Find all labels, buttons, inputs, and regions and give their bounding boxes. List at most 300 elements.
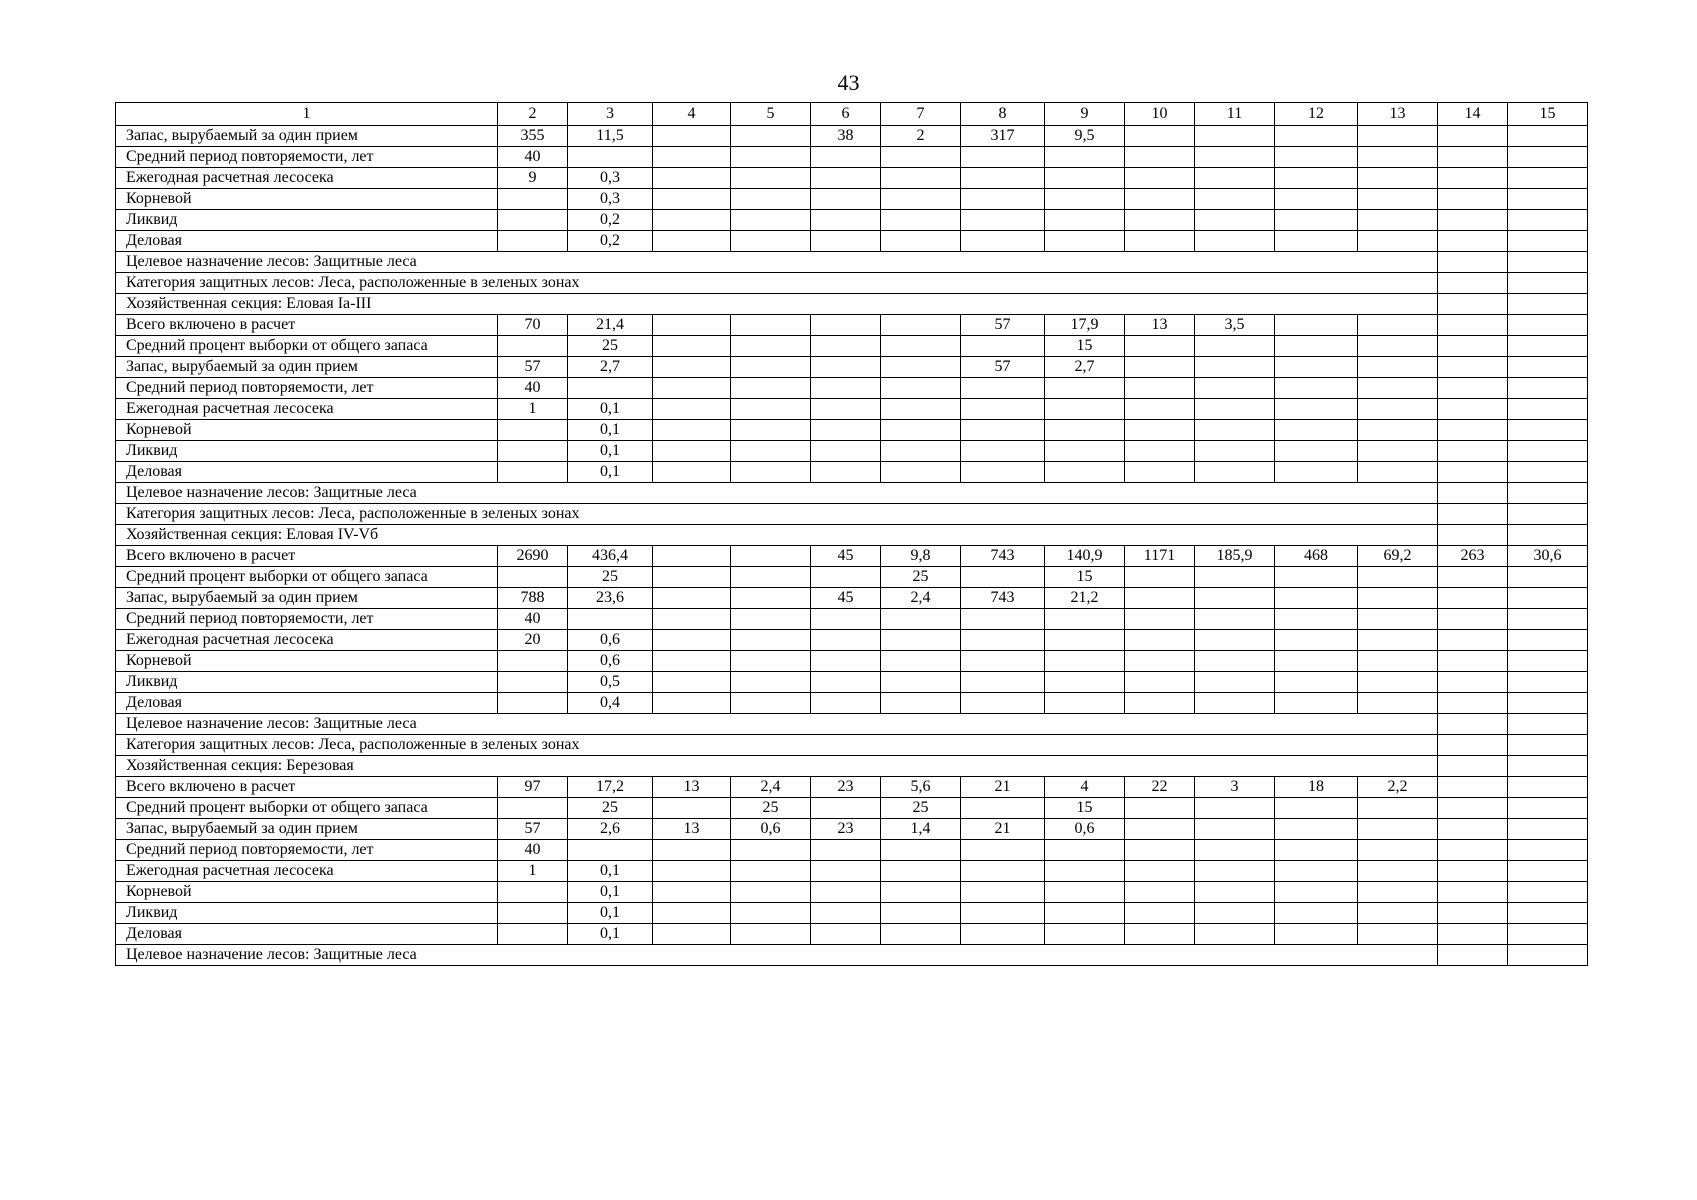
table-row [116,924,1588,945]
table-cell [881,672,961,693]
column-header: 7 [881,103,961,126]
table-cell [1195,231,1275,252]
table-cell: 11,5 [568,126,653,147]
table-cell [1045,924,1125,945]
table-header [116,103,1588,126]
row-label: Запас, вырубаемый за один прием [116,819,498,840]
empty-cell [1508,714,1588,735]
section-label: Целевое назначение лесов: Защитные леса [116,252,1438,273]
section-row [116,756,1588,777]
table-cell: 25 [731,798,811,819]
table-cell [1275,567,1358,588]
section-row [116,714,1588,735]
empty-cell [1508,504,1588,525]
table-row [116,336,1588,357]
table-cell: 2,7 [568,357,653,378]
section-label: Целевое назначение лесов: Защитные леса [116,714,1438,735]
table-cell: 25 [568,798,653,819]
table-cell [498,441,568,462]
table-cell: 21,4 [568,315,653,336]
section-label: Категория защитных лесов: Леса, расположенные в зеленых зонах [116,504,1438,525]
table-cell [731,882,811,903]
table-cell: 17,9 [1045,315,1125,336]
table-cell [1125,630,1195,651]
table-cell: 13 [653,819,731,840]
table-cell [1508,924,1588,945]
table-cell: 1,4 [881,819,961,840]
table-cell [1045,231,1125,252]
table-cell [1125,336,1195,357]
table-cell [653,882,731,903]
table-cell [811,420,881,441]
table-cell [1508,588,1588,609]
section-row [116,504,1588,525]
table-cell [1125,567,1195,588]
table-cell [1438,420,1508,441]
table-cell: 743 [961,546,1045,567]
table-cell [653,462,731,483]
table-cell [1195,420,1275,441]
table-row [116,546,1588,567]
table-cell [1275,462,1358,483]
table-cell [1125,420,1195,441]
table-cell [881,420,961,441]
table-cell [1195,147,1275,168]
table-cell [1125,903,1195,924]
table-cell: 2,6 [568,819,653,840]
table-cell [1275,819,1358,840]
table-cell [1275,672,1358,693]
table-cell [881,210,961,231]
table-cell [1438,651,1508,672]
table-cell: 0,2 [568,231,653,252]
table-cell [881,147,961,168]
table-cell: 23 [811,777,881,798]
table-cell [1358,903,1438,924]
table-cell [653,651,731,672]
table-cell [653,378,731,399]
table-cell [653,861,731,882]
table-cell: 57 [498,819,568,840]
row-label: Деловая [116,924,498,945]
column-header: 13 [1358,103,1438,126]
table-cell [1195,210,1275,231]
table-cell [498,924,568,945]
table-cell [1358,693,1438,714]
table-cell: 317 [961,126,1045,147]
table-cell [1508,462,1588,483]
section-row [116,294,1588,315]
table-cell [1125,819,1195,840]
table-row [116,462,1588,483]
table-cell [811,882,881,903]
table-cell [653,693,731,714]
table-cell [1275,399,1358,420]
table-cell [731,840,811,861]
table-cell [731,651,811,672]
table-cell: 9,8 [881,546,961,567]
row-label: Средний период повторяемости, лет [116,147,498,168]
table-cell [1438,924,1508,945]
table-cell: 0,6 [731,819,811,840]
table-cell: 18 [1275,777,1358,798]
table-cell [811,861,881,882]
table-cell [1125,651,1195,672]
table-cell [1045,147,1125,168]
table-cell [961,441,1045,462]
table-cell [1125,378,1195,399]
table-cell: 468 [1275,546,1358,567]
table-row [116,840,1588,861]
row-label: Средний период повторяемости, лет [116,609,498,630]
table-cell [1358,861,1438,882]
table-cell [811,924,881,945]
table-cell [568,609,653,630]
section-row [116,525,1588,546]
table-cell: 263 [1438,546,1508,567]
table-cell: 0,1 [568,420,653,441]
empty-cell [1438,504,1508,525]
row-label: Запас, вырубаемый за один прием [116,357,498,378]
table-cell [1195,903,1275,924]
empty-cell [1438,525,1508,546]
table-row [116,609,1588,630]
table-cell [1195,840,1275,861]
table-cell [1195,189,1275,210]
table-row [116,567,1588,588]
table-cell [1195,588,1275,609]
row-label: Всего включено в расчет [116,777,498,798]
table-cell [1508,378,1588,399]
row-label: Ежегодная расчетная лесосека [116,630,498,651]
table-cell [1195,378,1275,399]
column-header: 1 [116,103,498,126]
table-cell [653,567,731,588]
table-cell: 9 [498,168,568,189]
table-cell [1508,189,1588,210]
table-cell [1438,903,1508,924]
table-cell [1358,441,1438,462]
table-cell [653,609,731,630]
table-cell [1195,798,1275,819]
table-cell [811,210,881,231]
table-row [116,630,1588,651]
table-cell: 0,3 [568,189,653,210]
table-cell [881,651,961,672]
table-cell [1358,630,1438,651]
table-cell [1045,168,1125,189]
table-cell [881,399,961,420]
table-cell [731,903,811,924]
table-cell [811,798,881,819]
table-cell [961,840,1045,861]
table-cell [731,546,811,567]
table-cell [881,378,961,399]
table-cell [731,672,811,693]
table-cell [811,693,881,714]
table-cell [1275,420,1358,441]
table-cell [1438,609,1508,630]
table-cell [1438,672,1508,693]
table-cell [1438,231,1508,252]
table-cell [1358,357,1438,378]
table-cell [1358,462,1438,483]
table-cell [1275,336,1358,357]
table-cell [1438,630,1508,651]
table-cell [811,168,881,189]
table-cell [1125,861,1195,882]
table-cell [1125,441,1195,462]
table-cell [1358,168,1438,189]
table-cell [1508,882,1588,903]
table-cell [1358,420,1438,441]
row-label: Корневой [116,189,498,210]
table-cell: 22 [1125,777,1195,798]
table-cell [1275,798,1358,819]
table-cell [1195,672,1275,693]
table-cell [653,147,731,168]
table-cell [1275,840,1358,861]
table-row [116,777,1588,798]
table-cell: 40 [498,378,568,399]
table-cell: 3,5 [1195,315,1275,336]
row-label: Средний процент выборки от общего запаса [116,336,498,357]
table-cell [881,189,961,210]
table-cell [961,693,1045,714]
page-number: 43 [837,70,860,95]
table-cell [653,210,731,231]
table-cell [1508,168,1588,189]
table-cell: 45 [811,588,881,609]
table-cell [1125,399,1195,420]
table-cell [498,231,568,252]
column-header: 4 [653,103,731,126]
table-cell [1358,126,1438,147]
table-cell: 5,6 [881,777,961,798]
table-cell [881,693,961,714]
table-cell [498,420,568,441]
table-cell [1045,609,1125,630]
table-cell [1508,210,1588,231]
section-label: Хозяйственная секция: Еловая Ia-III [116,294,1438,315]
table-cell [1358,336,1438,357]
column-header: 14 [1438,103,1508,126]
table-cell [881,609,961,630]
table-cell [1045,882,1125,903]
table-cell [653,588,731,609]
table-cell [498,693,568,714]
table-row [116,693,1588,714]
empty-cell [1438,483,1508,504]
table-cell [1358,378,1438,399]
table-cell [1045,651,1125,672]
table-cell: 2 [881,126,961,147]
table-cell [1275,315,1358,336]
table-row [116,168,1588,189]
table-cell [881,315,961,336]
table-cell: 70 [498,315,568,336]
table-cell [498,672,568,693]
row-label: Средний процент выборки от общего запаса [116,798,498,819]
table-cell [1195,882,1275,903]
empty-cell [1438,945,1508,966]
section-label: Целевое назначение лесов: Защитные леса [116,945,1438,966]
section-row [116,735,1588,756]
table-cell: 1 [498,861,568,882]
table-cell [1508,903,1588,924]
table-cell [1438,819,1508,840]
table-cell [1045,441,1125,462]
table-cell: 0,1 [568,462,653,483]
table-row [116,357,1588,378]
table-cell [881,168,961,189]
table-cell [653,546,731,567]
table-cell [1358,819,1438,840]
table-cell [731,462,811,483]
table-cell [1195,336,1275,357]
table-cell [811,651,881,672]
table-cell [1438,357,1508,378]
table-cell [1125,210,1195,231]
table-cell [881,441,961,462]
table-cell [961,399,1045,420]
table-cell: 40 [498,147,568,168]
column-header: 5 [731,103,811,126]
table-cell [811,903,881,924]
table-cell [498,567,568,588]
table-cell: 23,6 [568,588,653,609]
row-label: Ликвид [116,903,498,924]
empty-cell [1438,756,1508,777]
table-cell [1275,126,1358,147]
table-cell [568,147,653,168]
table-body [116,126,1588,966]
table-cell [653,336,731,357]
table-cell [731,399,811,420]
table-cell [1045,672,1125,693]
section-label: Хозяйственная секция: Березовая [116,756,1438,777]
table-cell [731,588,811,609]
table-cell [731,315,811,336]
section-label: Категория защитных лесов: Леса, расположенные в зеленых зонах [116,273,1438,294]
table-cell [961,189,1045,210]
table-row [116,189,1588,210]
row-label: Средний период повторяемости, лет [116,378,498,399]
column-header: 6 [811,103,881,126]
table-cell [1438,882,1508,903]
table-cell [653,798,731,819]
table-cell: 355 [498,126,568,147]
table-cell [1508,819,1588,840]
table-cell [1508,357,1588,378]
empty-cell [1508,294,1588,315]
table-cell: 57 [498,357,568,378]
table-row [116,798,1588,819]
table-cell [1045,189,1125,210]
table-cell: 97 [498,777,568,798]
column-header: 15 [1508,103,1588,126]
table-cell [1195,609,1275,630]
row-label: Всего включено в расчет [116,546,498,567]
table-cell [1508,861,1588,882]
table-cell: 1 [498,399,568,420]
row-label: Запас, вырубаемый за один прием [116,588,498,609]
table-cell [1358,210,1438,231]
section-row [116,945,1588,966]
table-cell [1045,693,1125,714]
table-cell [961,147,1045,168]
table-cell [1438,588,1508,609]
table-cell [1195,630,1275,651]
table-cell [1438,147,1508,168]
table-cell [1508,336,1588,357]
table-cell [1438,441,1508,462]
table-cell [1438,378,1508,399]
table-cell [1438,861,1508,882]
table-cell [731,336,811,357]
table-cell [961,378,1045,399]
table-cell: 13 [1125,315,1195,336]
table-cell [1508,840,1588,861]
table-cell [1438,462,1508,483]
table-cell [1438,336,1508,357]
table-cell [1125,840,1195,861]
table-cell [1438,399,1508,420]
table-cell [1275,924,1358,945]
table-cell [1195,693,1275,714]
table-cell [1508,693,1588,714]
table-cell [1125,231,1195,252]
table-cell [498,798,568,819]
table-cell: 15 [1045,567,1125,588]
table-cell: 185,9 [1195,546,1275,567]
table-cell [961,651,1045,672]
table-cell [961,168,1045,189]
table-cell: 40 [498,609,568,630]
table-cell [731,231,811,252]
table-cell [1195,819,1275,840]
table-row [116,147,1588,168]
table-cell [653,672,731,693]
section-row [116,252,1588,273]
table-cell [1275,441,1358,462]
table-cell [881,357,961,378]
table-cell [731,693,811,714]
table-cell: 40 [498,840,568,861]
row-label: Средний процент выборки от общего запаса [116,567,498,588]
table-cell: 0,4 [568,693,653,714]
table-cell: 21 [961,777,1045,798]
table-cell [1358,588,1438,609]
table-cell [498,462,568,483]
table-cell [881,840,961,861]
row-label: Корневой [116,651,498,672]
table-cell: 38 [811,126,881,147]
row-label: Всего включено в расчет [116,315,498,336]
empty-cell [1438,273,1508,294]
table-cell [1125,189,1195,210]
table-cell [811,147,881,168]
table-row [116,588,1588,609]
row-label: Запас, вырубаемый за один прием [116,126,498,147]
table-cell [1438,189,1508,210]
table-cell [1358,651,1438,672]
table-cell [1125,147,1195,168]
table-cell [1045,378,1125,399]
empty-cell [1508,735,1588,756]
table-cell [1275,630,1358,651]
section-label: Целевое назначение лесов: Защитные леса [116,483,1438,504]
